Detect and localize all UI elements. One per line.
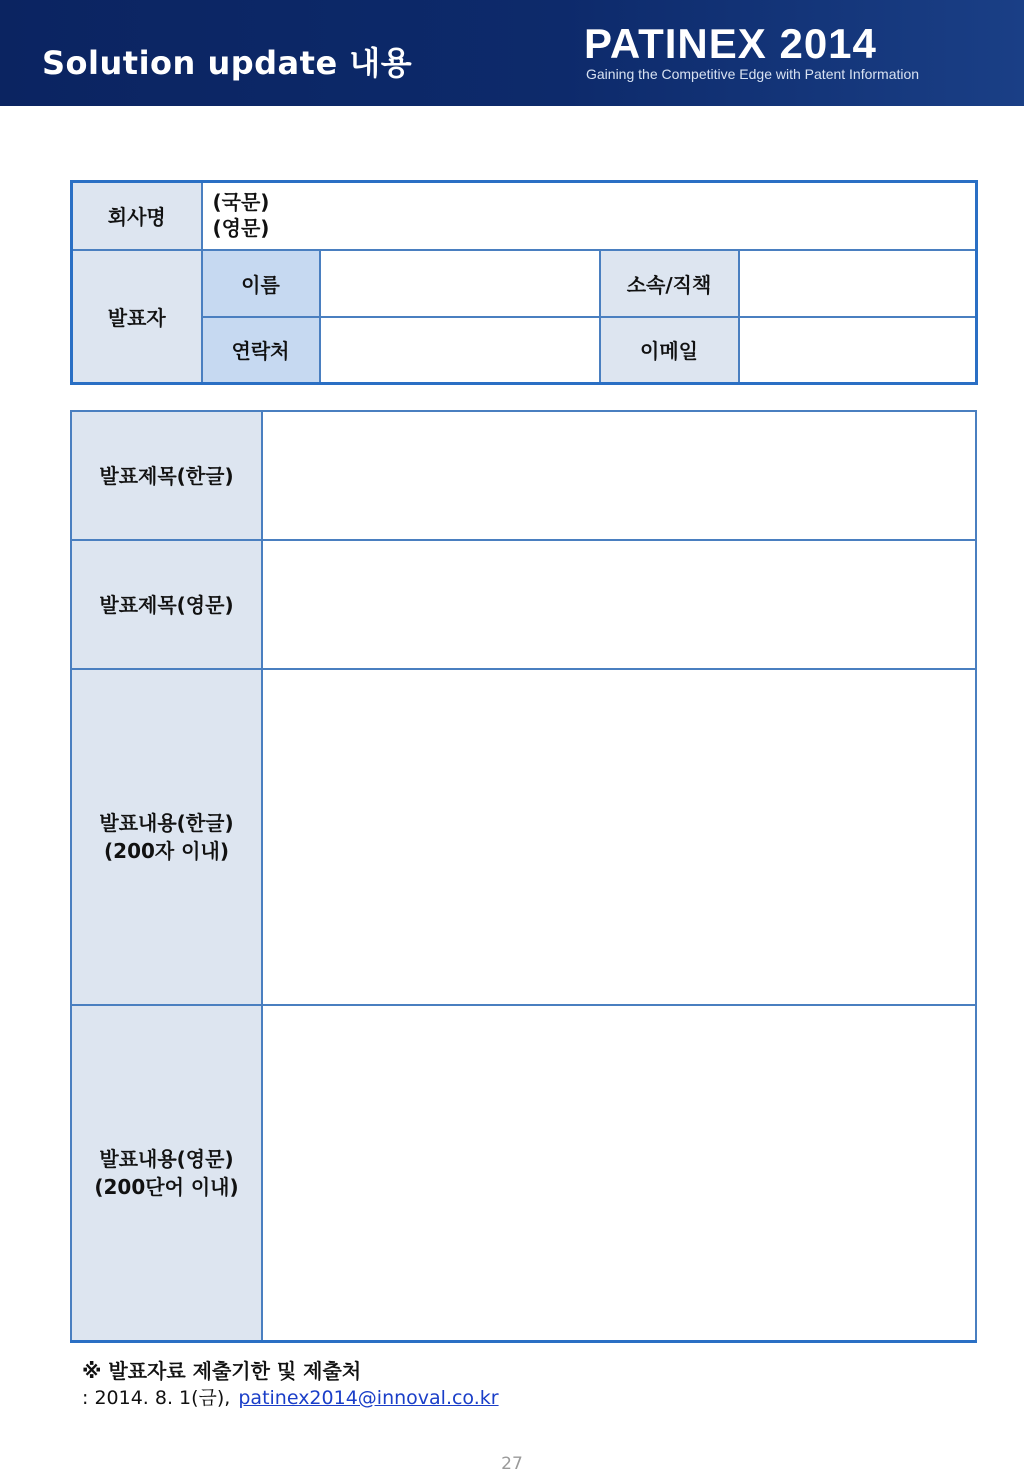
title-korean-field[interactable]	[262, 411, 976, 540]
logo-wordmark: PATINEX 2014	[584, 20, 877, 67]
content-korean-label-line2: (200자 이내)	[104, 839, 229, 863]
presenter-label: 발표자	[72, 250, 202, 384]
name-field[interactable]	[320, 250, 600, 317]
header-banner	[0, 0, 1024, 106]
company-english-hint: (영문)	[212, 216, 270, 240]
company-name-field[interactable]	[202, 182, 977, 250]
content-english-label-line1: 발표내용(영문)	[99, 1146, 234, 1171]
contact-label: 연락처	[202, 317, 320, 384]
content-english-field[interactable]	[262, 1005, 976, 1341]
name-label: 이름	[202, 250, 320, 317]
title-english-field[interactable]	[262, 540, 976, 669]
notice-title: ※ 발표자료 제출기한 및 제출처	[82, 1359, 362, 1383]
content-korean-label	[71, 669, 262, 1005]
submission-notice	[82, 1358, 499, 1412]
presenter-info-table	[70, 180, 978, 385]
presentation-content-table	[70, 410, 977, 1343]
submission-email-link[interactable]: patinex2014@innoval.co.kr	[238, 1387, 499, 1409]
title-korean-label: 발표제목(한글)	[71, 411, 262, 540]
deadline-text: : 2014. 8. 1(금),	[82, 1387, 231, 1409]
patinex-logo	[560, 18, 1024, 94]
affiliation-label: 소속/직책	[600, 250, 739, 317]
page-title: Solution update 내용	[42, 44, 413, 82]
notice-deadline-line	[82, 1384, 499, 1412]
contact-field[interactable]	[320, 317, 600, 384]
email-label: 이메일	[600, 317, 739, 384]
content-english-label-line2: (200단어 이내)	[94, 1174, 239, 1199]
email-field[interactable]	[739, 317, 977, 384]
affiliation-field[interactable]	[739, 250, 977, 317]
title-english-label: 발표제목(영문)	[71, 540, 262, 669]
company-name-label: 회사명	[72, 182, 202, 250]
content-english-label	[71, 1005, 262, 1341]
content-korean-label-line1: 발표내용(한글)	[99, 811, 234, 835]
content-korean-field[interactable]	[262, 669, 976, 1005]
company-korean-hint: (국문)	[212, 190, 270, 214]
page-number: 27	[501, 1454, 523, 1474]
logo-tagline: Gaining the Competitive Edge with Patent Information	[586, 66, 920, 82]
